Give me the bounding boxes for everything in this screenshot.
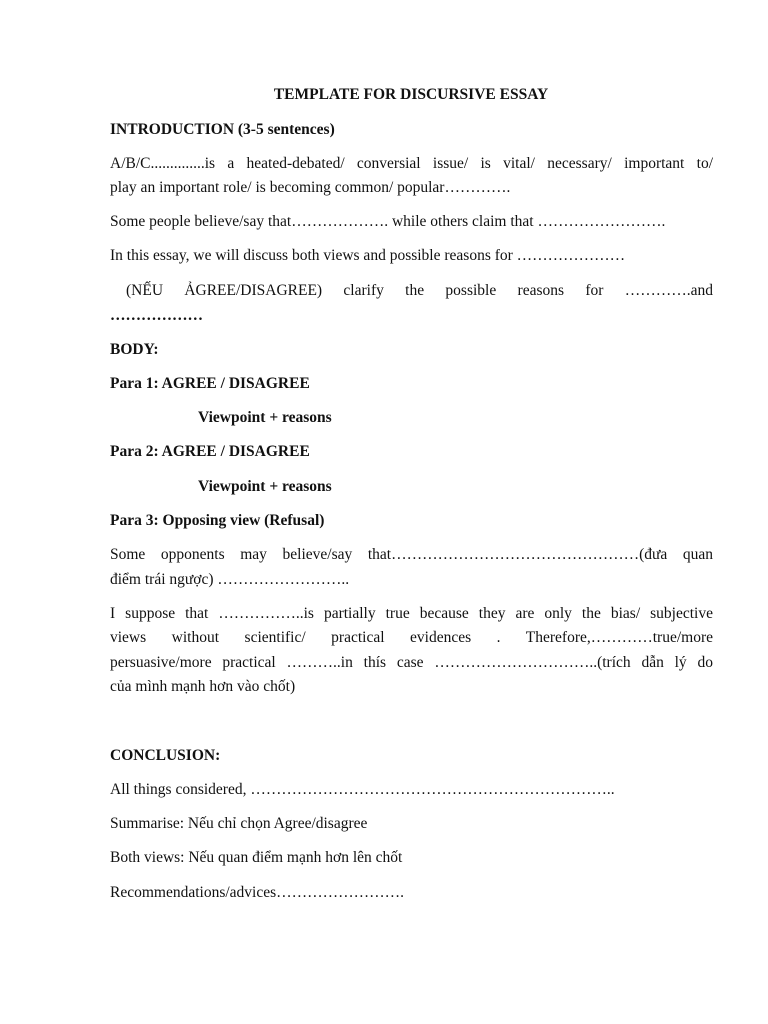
intro-paragraph-1-line-2: play an important role/ is becoming common/ popular………….	[110, 179, 511, 196]
body-heading: BODY:	[110, 341, 159, 358]
para-3-paragraph-1-line-1: Some opponents may believe/say that…………………………………………(đưa quan	[110, 546, 713, 563]
intro-paragraph-3: In this essay, we will discuss both views and possible reasons for …………………	[110, 247, 626, 264]
introduction-heading: INTRODUCTION (3-5 sentences)	[110, 121, 335, 138]
conclusion-paragraph-4: Recommendations/advices…………………….	[110, 884, 405, 901]
para-2-subheading: Viewpoint + reasons	[198, 478, 332, 495]
para-3-paragraph-2-line-1: I suppose that ……………..is partially true because they are only the bias/ subjective	[110, 605, 713, 622]
para-1-subheading: Viewpoint + reasons	[198, 409, 332, 426]
para-3-paragraph-1-line-2: điểm trái ngược) ……………………..	[110, 571, 350, 588]
document-title: TEMPLATE FOR DISCURSIVE ESSAY	[273, 86, 549, 103]
conclusion-paragraph-2: Summarise: Nếu chỉ chọn Agree/disagree	[110, 815, 368, 832]
para-3-heading: Para 3: Opposing view (Refusal)	[110, 512, 325, 529]
para-1-heading: Para 1: AGREE / DISAGREE	[110, 375, 310, 392]
conclusion-paragraph-3: Both views: Nếu quan điểm mạnh hơn lên chốt	[110, 849, 403, 866]
conclusion-heading: CONCLUSION:	[110, 747, 221, 764]
para-3-paragraph-2-line-3: persuasive/more practical ………..in thís case …………………………..(trích dẫn lý do	[110, 654, 713, 671]
para-3-paragraph-2-line-4: của mình mạnh hơn vào chốt)	[110, 678, 296, 695]
para-3-paragraph-2-line-2: views without scientific/ practical evidences . Therefore,…………true/more	[110, 629, 713, 646]
intro-paragraph-4-line-1: (NẾU ẢGREE/DISAGREE) clarify the possible reasons for ………….and	[126, 282, 713, 299]
intro-paragraph-4-line-2: ………………	[110, 307, 203, 324]
intro-paragraph-2: Some people believe/say that………………. while others claim that …………………….	[110, 213, 666, 230]
conclusion-paragraph-1: All things considered, ……………………………………………………………..	[110, 781, 615, 798]
intro-paragraph-1-line-1: A/B/C..............is a heated-debated/ conversial issue/ is vital/ necessary/ important to/	[110, 155, 713, 172]
para-2-heading: Para 2: AGREE / DISAGREE	[110, 443, 310, 460]
